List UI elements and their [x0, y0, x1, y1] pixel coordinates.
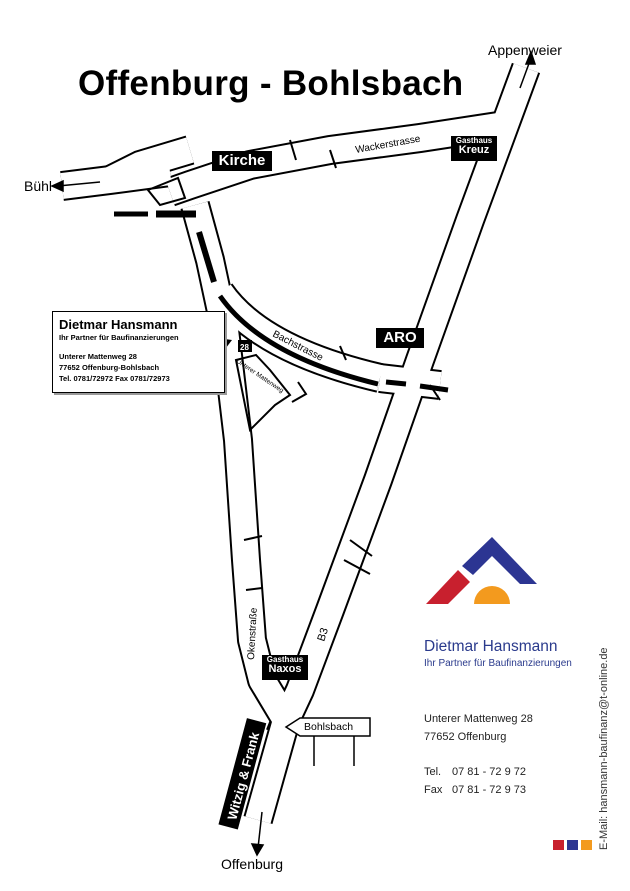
callout-tagline: Ihr Partner für Baufinanzierungen: [59, 333, 179, 342]
sign-bohlsbach-label: Bohlsbach: [304, 721, 354, 733]
color-squares: [553, 840, 592, 850]
gasthaus-naxos-line2: Naxos: [268, 663, 302, 675]
okenstrasse-label: Okenstraße: [246, 607, 260, 661]
landmark-kirche: Kirche: [212, 151, 272, 171]
landmark-gasthaus-naxos: [262, 655, 308, 680]
house-number-box: [238, 340, 252, 352]
place-offenburg: Offenburg: [221, 856, 284, 872]
contact-tel-label: Tel.: [424, 766, 442, 778]
landmark-gasthaus-kreuz: [451, 136, 497, 161]
logo-blue-roof: [462, 537, 537, 584]
callout-city: 77652 Offenburg-Bohlsbach: [59, 363, 160, 372]
logo-orange-sun: [474, 586, 510, 604]
contact-fax-row: [424, 784, 526, 796]
callout-street: Unterer Mattenweg 28: [59, 352, 137, 361]
b3-label: B3: [315, 626, 332, 643]
road-fills: [62, 68, 526, 820]
address-callout: [52, 311, 225, 393]
contact-city: 77652 Offenburg: [424, 731, 507, 743]
contact-tel-row: [424, 766, 526, 778]
witzig-frank-label: Witzig & Frank: [224, 730, 263, 822]
logo-red-bar: [426, 570, 470, 604]
gasthaus-kreuz-line1: Gasthaus: [455, 136, 493, 145]
logo-name: Dietmar Hansmann: [424, 638, 558, 655]
landmark-aro: ARO: [376, 328, 424, 348]
contact-fax-label: Fax: [424, 784, 443, 796]
logo-mark: [426, 537, 537, 604]
contact-fax: 07 81 - 72 9 73: [452, 784, 527, 796]
unterer-mattenweg-label: Unterer Mattenweg: [234, 357, 285, 395]
gasthaus-kreuz-line2: Kreuz: [458, 144, 490, 156]
contact-email[interactable]: E-Mail: hansmann-baufinanz@t-online.de: [598, 647, 610, 850]
wackerstrasse-label: Wackerstrasse: [354, 133, 422, 156]
contact-tel: 07 81 - 72 9 72: [452, 766, 527, 778]
callout-name: Dietmar Hansmann: [59, 317, 178, 332]
bachstrasse-label: Bachstrasse: [270, 328, 325, 364]
map-title: Offenburg - Bohlsbach: [78, 64, 464, 103]
contact-street: Unterer Mattenweg 28: [424, 713, 533, 725]
callout-phone-fax: Tel. 0781/72972 Fax 0781/72973: [59, 374, 170, 383]
logo-tagline: Ihr Partner für Baufinanzierungen: [424, 658, 572, 669]
place-buehl: Bühl: [24, 178, 53, 194]
house-number: 28: [240, 343, 249, 352]
place-appenweier: Appenweier: [488, 42, 562, 58]
gasthaus-naxos-line1: Gasthaus: [266, 655, 304, 664]
